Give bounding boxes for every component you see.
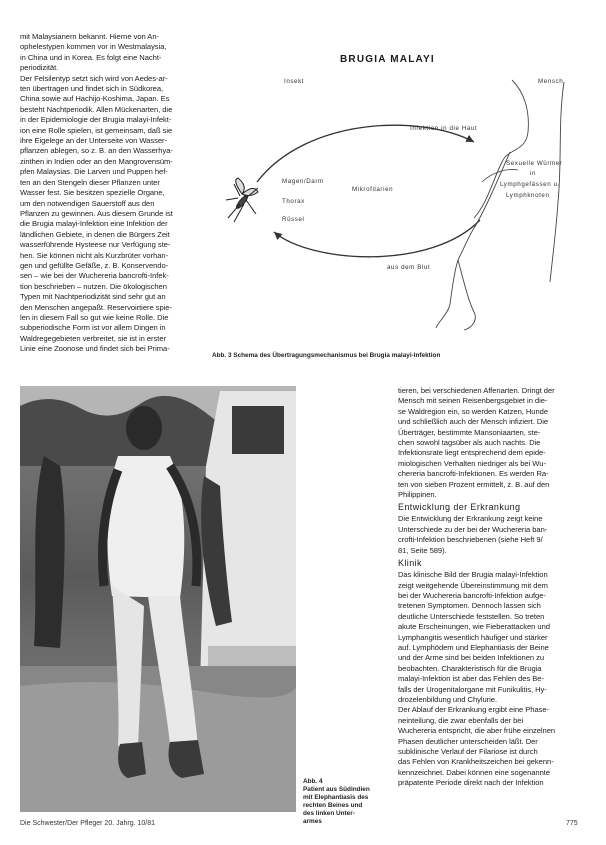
left-text-line: sen – wie bei der Wuchereria bancrofti-Infek- (20, 271, 169, 281)
left-text-line: besteht Nachtperiodik. Allen Mückenarten, die (20, 104, 173, 114)
right-text-line: beobachten. Charakteristisch für die Brugia (398, 663, 542, 673)
left-text-line: Der Felsilentyp setzt sich wird von Aedes-ar- (20, 73, 168, 83)
left-text-line: Linie eine Zoonose und findet sich bei Prima- (20, 344, 170, 354)
cycle-lower-arrow (274, 220, 480, 257)
right-text-line: tieren, bei verschiedenen Affenarten. Dringt der (398, 386, 555, 395)
left-text-line: Pflanzen zu gewinnen. Aus diesem Grunde ist (20, 208, 173, 218)
cycle-upper-arrow (257, 125, 474, 182)
left-text-line: Wasser fest. Sie besitzen spezielle Organe, (20, 188, 165, 198)
right-text-line: ten von sieben Prozent ermittelt, z. B. auf den (398, 479, 550, 489)
right-text-line: zeigt weitgehende Übereinstimmung mit dem (398, 580, 548, 590)
heading-entwicklung: Entwicklung der Erkrankung (398, 502, 521, 513)
right-text-line: das Fehlen von Krankheitszeichen bei gekenn- (398, 757, 554, 767)
right-text-line: se Waldregion ein, so werden Katzen, Hunde (398, 406, 549, 416)
right-text-line: falls der Urogenitalorgane mit Funikulitis, Hy- (398, 684, 547, 694)
label-aus-dem-blut: aus dem Blut (387, 264, 431, 271)
right-text-line: Infektionsrate liegt entsprechend dem epide- (398, 448, 546, 458)
heading-klinik: Klinik (398, 558, 422, 569)
photo-caption-line: Patient aus Südindien (303, 786, 370, 793)
left-text-line: zinthen in Indien oder an den Mangrovensüm- (20, 156, 173, 166)
left-text-line: ophelestypen kommen vor in Westmalaysia, (20, 42, 167, 52)
label-sex-wuermer: Sexuelle Würmer (506, 160, 563, 167)
right-paragraph-3 (398, 570, 594, 789)
patient-photo (20, 386, 296, 812)
right-text-line: präpatente Periode direkt nach der Infektion (398, 778, 544, 788)
right-text-line: malayi-Infektion ist aber das Fehlen des Be- (398, 674, 544, 684)
right-text-line: bei der Wuchereria bancrofti-Infektion aufge- (398, 590, 546, 600)
left-text-line: pfen Malaysias. Die Larven und Puppen hef- (20, 167, 168, 177)
right-text-line: kennzeichnet. Dabei können eine sogenannte (398, 767, 551, 777)
right-text-line: subklinische Verlauf der Filariose ist durch (398, 747, 538, 756)
right-text-line: neinteilung, die zwar ebenfalls der bei (398, 715, 524, 725)
left-text-line: hen. Sie können nicht als Kurzbrüter vorhan- (20, 250, 169, 260)
right-text-line: crofti-Infektion beschriebenen (siehe Heft 9/ (398, 535, 543, 545)
left-text-line: tion beschrieben – nutzen. Die ökologischen (20, 281, 167, 291)
left-text-line: in China und in Korea. Es folgt eine Nacht- (20, 52, 162, 62)
right-text-line: 81, Seite 589). (398, 545, 447, 555)
left-text-line: die Brugia malayi-Infektion eine Infektion der (20, 219, 168, 229)
left-text-line: ten an den Stengeln dieser Pflanzen unter (20, 177, 160, 187)
photo-svg (20, 386, 296, 812)
right-column-text (398, 386, 594, 789)
left-text-line: um den notwendigen Sauerstoff aus den (20, 198, 155, 208)
right-text-line: Phasen deutlicher unterscheiden läßt. Der (398, 736, 538, 746)
right-text-line: auf. Lymphödem und Elephantiasis der Beine (398, 642, 549, 652)
label-mikrofilarien: Mikrofilarien (352, 186, 394, 193)
left-text-line: in der Epidemiologie der Brugia malayi-Infekt- (20, 115, 172, 125)
left-text-line: Waldregegebieten verbreitet, sie ist in erster (20, 333, 166, 343)
photo-caption (303, 778, 383, 826)
left-text-line: wasserführende Hysteese nur Verfügung ste- (20, 240, 171, 250)
right-text-line: deutliche Unterschiede feststellen. So treten (398, 611, 545, 621)
left-text-line: China sowie auf Hachijo-Koshima, Japan. Es (20, 94, 170, 104)
right-text-line: Der Ablauf der Erkrankung ergibt eine Phase- (398, 705, 550, 715)
transmission-diagram (212, 32, 584, 350)
right-text-line: und der Arme sind bei beiden Infektionen zu (398, 653, 545, 663)
right-text-line: tretenen Symptomen. Dennoch lassen sich (398, 601, 541, 611)
photo-caption-line: armes (303, 818, 322, 825)
label-stage-1: Magen/Darm (282, 178, 324, 185)
left-text-line: Typen mit Nachtperiodizität sind sehr gut an (20, 292, 166, 302)
label-mensch: Mensch (538, 78, 564, 85)
left-text-line: ion eine Rolle spielen, ist gemeinsam, daß sie (20, 125, 173, 135)
diagram-caption: Abb. 3 Schema des Übertragungsmechanismus bei Brugia malayi-Infektion (212, 352, 441, 359)
photo-caption-line: des linken Unter- (303, 810, 355, 817)
label-infektion: Infektion in die Haut (410, 125, 478, 132)
diagram-svg (212, 32, 584, 350)
right-text-line: miologischen Verhalten niedriger als bei Wu- (398, 458, 546, 468)
right-paragraph-1 (398, 386, 594, 500)
left-text-line: pflanzen ablegen, so z. B. an den Wasserhya- (20, 146, 173, 156)
right-text-line: Unterschiede zu der bei der Wuchereria ban- (398, 524, 548, 534)
right-text-line: Überträger, bestimmte Mansoniaarten, ste- (398, 427, 541, 437)
right-text-line: Lymphangitis wesentlich häufiger und stärker (398, 632, 548, 642)
right-paragraph-2 (398, 514, 594, 556)
left-text-line: ländlichen Gebiete, in denen die Bürgers Zeit (20, 229, 170, 239)
right-text-line: Wuchereria entspricht, die aber frühe einzelnen (398, 726, 556, 736)
left-text-line: mit Malaysianern bekannt. Hierne von An- (20, 32, 159, 41)
footer-page-number: 775 (566, 820, 578, 827)
left-text-line: periodizität. (20, 63, 59, 73)
label-stage-2: Thorax (282, 198, 305, 205)
right-text-line: akute Erscheinungen, wie Fieberattacken und (398, 622, 550, 632)
label-stage-3: Rüssel (282, 216, 305, 223)
right-text-line: drozelenbildung und Chylurie. (398, 694, 498, 704)
left-text-line: subperiodische Form ist vor allem Dingen in (20, 323, 166, 333)
left-text-line: ten übertragen und findet sich in Südkorea, (20, 84, 164, 94)
left-text-line: len in diesem Fall so gut wie keine Rolle. Die (20, 312, 169, 322)
photo-caption-line: Abb. 4 (303, 778, 323, 785)
right-text-line: chen sowohl tagsüber als auch nachts. Die (398, 438, 541, 448)
photo-caption-line: mit Elephantiasis des (303, 794, 369, 801)
left-text-line: den Menschen angepaßt. Reservoirtiere spie- (20, 302, 172, 312)
right-text-line: Philippinen. (398, 490, 437, 500)
label-insekt: Insekt (284, 78, 305, 85)
footer-journal: Die Schwester/Der Pfleger 20. Jahrg. 10/81 (20, 820, 156, 827)
left-text-line: ihre Eigelege an der Unterseite von Wasser- (20, 136, 167, 146)
right-text-line: chereria bancrofti-Infektionen. Es werden Ra- (398, 469, 549, 479)
right-text-line: Das klinische Bild der Brugia malayi-Infektion (398, 570, 548, 580)
label-in: in (530, 170, 537, 177)
left-column-text (20, 32, 208, 355)
right-text-line: und schließlich auch der Mensch infiziert. Die (398, 417, 549, 427)
mosquito-icon (226, 178, 258, 222)
human-figure (436, 80, 564, 330)
label-lymphgefaesse: Lymphgefässen u. (500, 181, 560, 188)
right-text-line: Mensch mit seinen Reisenbergsgebiet in die- (398, 396, 548, 406)
left-text-line: gen und gefüllte Gefäße, z. B. Konservendo- (20, 260, 169, 270)
diagram-title: BRUGIA MALAYI (340, 54, 435, 65)
label-lymphknoten: Lymphknoten (506, 192, 550, 199)
photo-caption-line: rechten Beines und (303, 802, 363, 809)
right-text-line: Die Entwicklung der Erkrankung zeigt keine (398, 514, 543, 524)
